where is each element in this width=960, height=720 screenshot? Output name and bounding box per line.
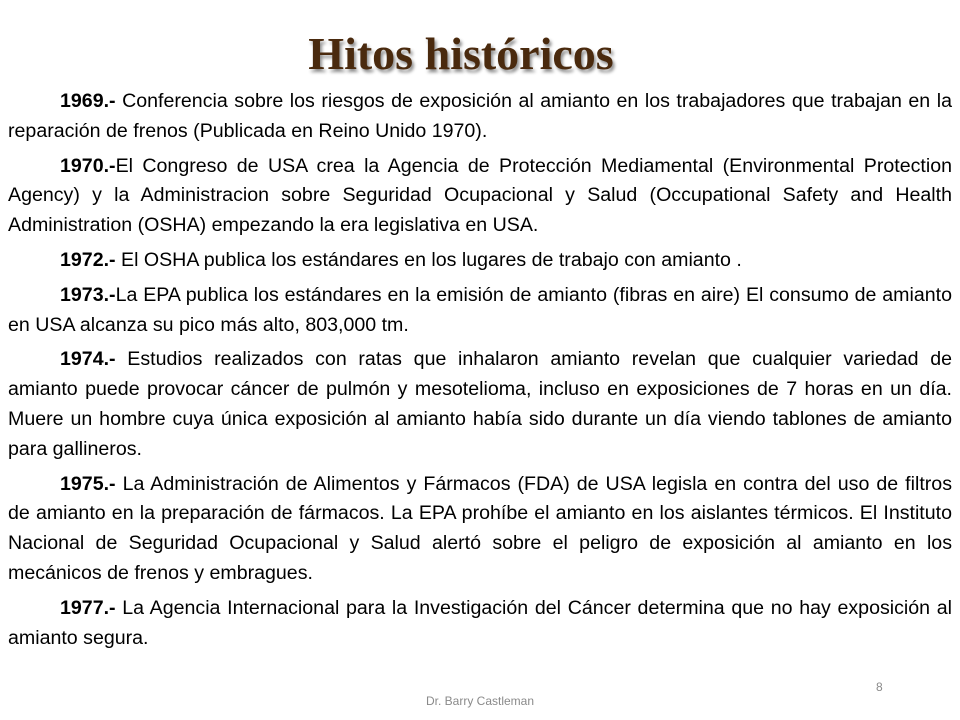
milestone-1975 <box>8 470 952 589</box>
milestone-year: 1972.- <box>60 248 116 271</box>
milestone-text: El OSHA publica los estándares en los lugares de trabajo con amianto . <box>115 248 742 271</box>
milestone-1970 <box>8 152 952 241</box>
milestone-1977 <box>8 594 952 654</box>
milestone-text: La Administración de Alimentos y Fármacos (FDA) de USA legisla en contra del uso de filtros de amianto en la preparación de fármacos. La EPA prohíbe el amianto en los aislantes térmicos. El Instituto Nacional de Seguridad Ocupacional y Salud alertó sobre el peligro de exposición al amianto en los mecánicos de frenos y embragues. <box>8 472 952 584</box>
milestone-year: 1977.- <box>60 596 116 619</box>
milestone-text: Estudios realizados con ratas que inhalaron amianto revelan que cualquier variedad de amianto puede provocar cáncer de pulmón y mesotelioma, incluso en exposiciones de 7 horas en un día. Muere un hombre cuya única exposición al amianto había sido durante un día viendo tablones de amianto para gallineros. <box>8 348 952 460</box>
milestone-year: 1975.- <box>60 472 116 495</box>
milestone-year: 1974.- <box>60 348 116 371</box>
milestone-1972 <box>8 246 952 276</box>
milestone-year: 1970.- <box>60 154 116 177</box>
milestone-year: 1973.- <box>60 283 116 306</box>
milestone-text: La EPA publica los estándares en la emisión de amianto (fibras en aire) El consumo de amianto en USA alcanza su pico más alto, 803,000 tm. <box>8 283 952 336</box>
page-number: 8 <box>876 680 883 694</box>
milestone-year: 1969.- <box>60 90 116 112</box>
milestone-1974 <box>8 345 952 464</box>
milestones-list <box>8 87 952 658</box>
milestone-1973 <box>8 281 952 341</box>
milestone-text: La Agencia Internacional para la Investigación del Cáncer determina que no hay exposición al amianto segura. <box>8 596 952 649</box>
milestone-1969 <box>8 87 952 147</box>
milestone-text: El Congreso de USA crea la Agencia de Protección Mediamental (Environmental Protection Agency) y la Administracion sobre Seguridad Ocupacional y Salud (Occupational Safety and Health Administration (OSHA) empezando la era legislativa en USA. <box>8 154 952 237</box>
footer-author: Dr. Barry Castleman <box>425 694 535 708</box>
slide-title: Hitos históricos <box>308 28 614 79</box>
milestone-text: Conferencia sobre los riesgos de exposición al amianto en los trabajadores que trabajan en la reparación de frenos (Publicada en Reino Unido 1970). <box>8 90 952 142</box>
